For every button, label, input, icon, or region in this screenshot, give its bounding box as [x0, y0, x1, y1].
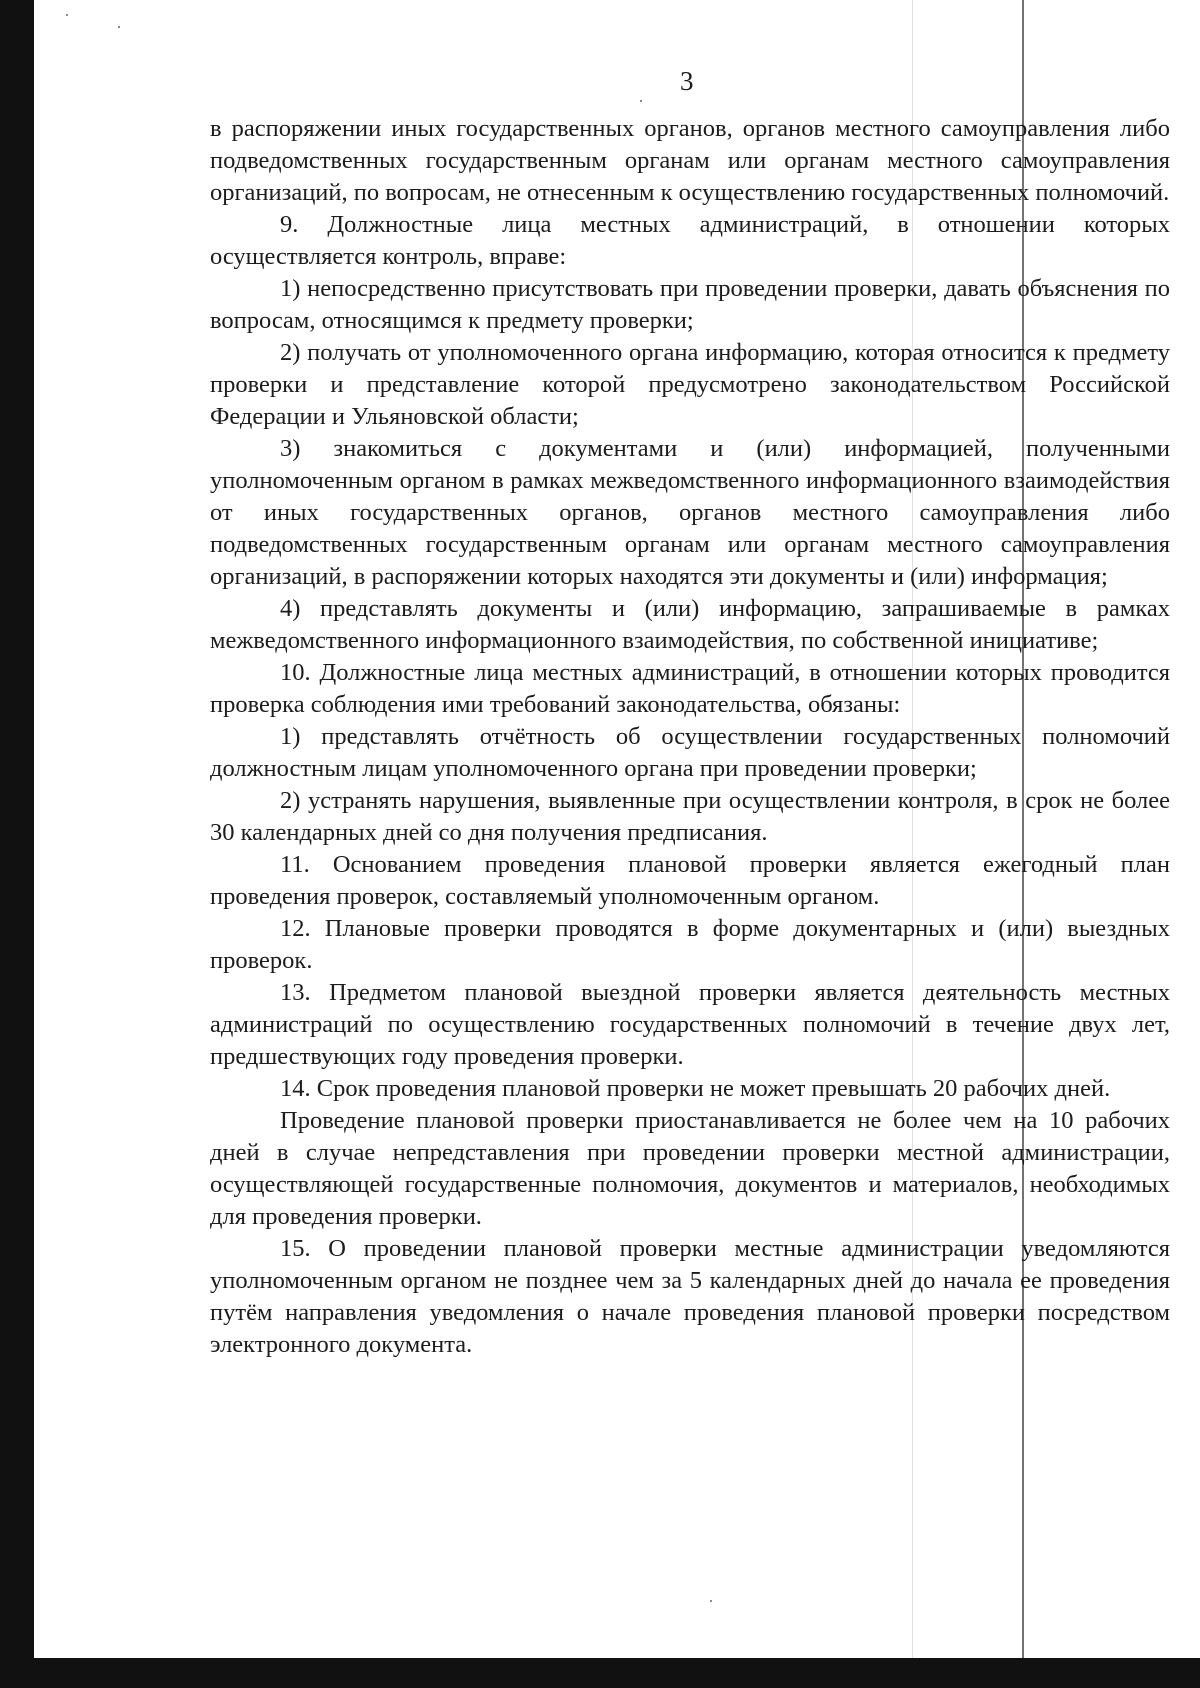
paragraph: 13. Предметом плановой выездной проверки является деятельность местных администраций по осуществлению государственных полномочий в течение двух лет, предшествующих году проведения проверки.	[210, 979, 1170, 1070]
document-body	[210, 113, 1170, 1361]
scan-speck	[710, 1600, 712, 1602]
paragraph: 1) представлять отчётность об осуществлении государственных полномочий должностным лицам уполномоченного органа при проведении проверки;	[210, 723, 1170, 782]
paragraph: в распоряжении иных государственных органов, органов местного самоуправления либо подведомственных государственным органам или органам местного самоуправления организаций, по вопросам, не отнесенным к осуществлению государственных полномочий.	[210, 115, 1170, 206]
scan-speck	[118, 26, 120, 28]
paragraph: 2) получать от уполномоченного органа информацию, которая относится к предмету проверки и представление которой предусмотрено законодательством Российской Федерации и Ульяновской области;	[210, 339, 1170, 430]
scan-left-border	[0, 0, 34, 1688]
paragraph: 3) знакомиться с документами и (или) информацией, полученными уполномоченным органом в рамках межведомственного информационного взаимодействия от иных государственных органов, органов местного самоуправления либо подведомственных государственным органам или органам местного самоуправления организаций, в распоряжении которых находятся эти документы и (или) информация;	[210, 435, 1170, 590]
paragraph: 11. Основанием проведения плановой проверки является ежегодный план проведения проверок, составляемый уполномоченным органом.	[210, 851, 1170, 910]
paragraph: 1) непосредственно присутствовать при проведении проверки, давать объяснения по вопросам, относящимся к предмету проверки;	[210, 275, 1170, 334]
paragraph: 14. Срок проведения плановой проверки не может превышать 20 рабочих дней.	[280, 1075, 1111, 1102]
paragraph: 15. О проведении плановой проверки местные администрации уведомляются уполномоченным органом не позднее чем за 5 календарных дней до начала ее проведения путём направления уведомления о начале проведения плановой проверки посредством электронного документа.	[210, 1235, 1170, 1358]
paragraph: 2) устранять нарушения, выявленные при осуществлении контроля, в срок не более 30 календарных дней со дня получения предписания.	[210, 787, 1170, 846]
scan-speck	[640, 100, 642, 102]
page-number: 3	[680, 66, 694, 96]
paragraph: 9. Должностные лица местных администраций, в отношении которых осуществляется контроль, вправе:	[210, 211, 1170, 270]
paragraph: 10. Должностные лица местных администраций, в отношении которых проводится проверка соблюдения ими требований законодательства, обязаны:	[210, 659, 1170, 718]
paragraph: 4) представлять документы и (или) информацию, запрашиваемые в рамках межведомственного информационного взаимодействия, по собственной инициативе;	[210, 595, 1170, 654]
scan-speck	[66, 14, 68, 16]
paragraph: Проведение плановой проверки приостанавливается не более чем на 10 рабочих дней в случае непредставления при проведении проверки местной администрации, осуществляющей государственные полномочия, документов и материалов, необходимых для проведения проверки.	[210, 1107, 1170, 1230]
paragraph: 12. Плановые проверки проводятся в форме документарных и (или) выездных проверок.	[210, 915, 1170, 974]
scan-bottom-border	[0, 1658, 1200, 1688]
